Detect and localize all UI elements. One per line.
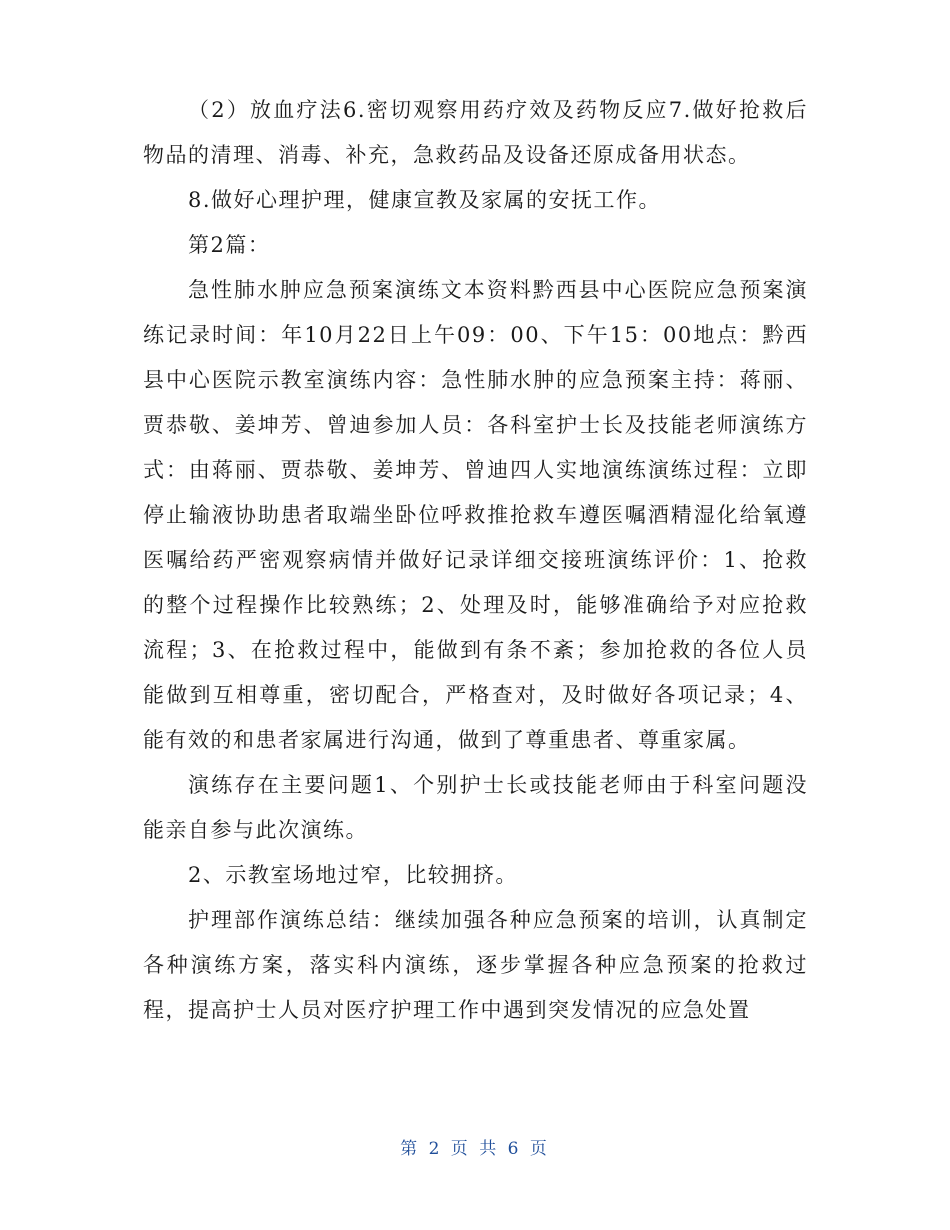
paragraph-6: 2、示教室场地过窄，比较拥挤。	[188, 863, 518, 887]
paragraph-1: （2）放血疗法6.密切观察用药疗效及药物反应7.做好抢救后物品的清理、消毒、补充，急救药品及设备还原成备用状态。	[143, 98, 808, 167]
document-body	[143, 88, 808, 1033]
paragraph-7: 护理部作演练总结：继续加强各种应急预案的培训，认真制定各种演练方案，落实科内演练，逐步掌握各种应急预案的抢救过程，提高护士人员对医疗护理工作中遇到突发情况的应急处置	[143, 908, 808, 1022]
page-number-footer: 第 2 页 共 6 页	[400, 1139, 550, 1159]
paragraph-2: 8.做好心理护理，健康宣教及家属的安抚工作。	[188, 188, 662, 212]
paragraph-5: 演练存在主要问题1、个别护士长或技能老师由于科室问题没能亲自参与此次演练。	[143, 773, 808, 842]
paragraph-section-heading: 第2篇：	[188, 233, 271, 257]
paragraph-4: 急性肺水肿应急预案演练文本资料黔西县中心医院应急预案演练记录时间：年10月22日上午09：00、下午15：00地点：黔西县中心医院示教室演练内容：急性肺水肿的应急预案主持：蒋丽、贾恭敬、姜坤芳、曾迪参加人员：各科室护士长及技能老师演练方式：由蒋丽、贾恭敬、姜坤芳、曾迪四人实地演练演练过程：立即停止输液协助患者取端坐卧位呼救推抢救车遵医嘱酒精湿化给氧遵医嘱给药严密观察病情并做好记录详细交接班演练评价：1、抢救的整个过程操作比较熟练；2、处理及时，能够准确给予对应抢救流程；3、在抢救过程中，能做到有条不紊；参加抢救的各位人员能做到互相尊重，密切配合，严格查对，及时做好各项记录；4、能有效的和患者家属进行沟通，做到了尊重患者、尊重家属。	[143, 278, 809, 752]
